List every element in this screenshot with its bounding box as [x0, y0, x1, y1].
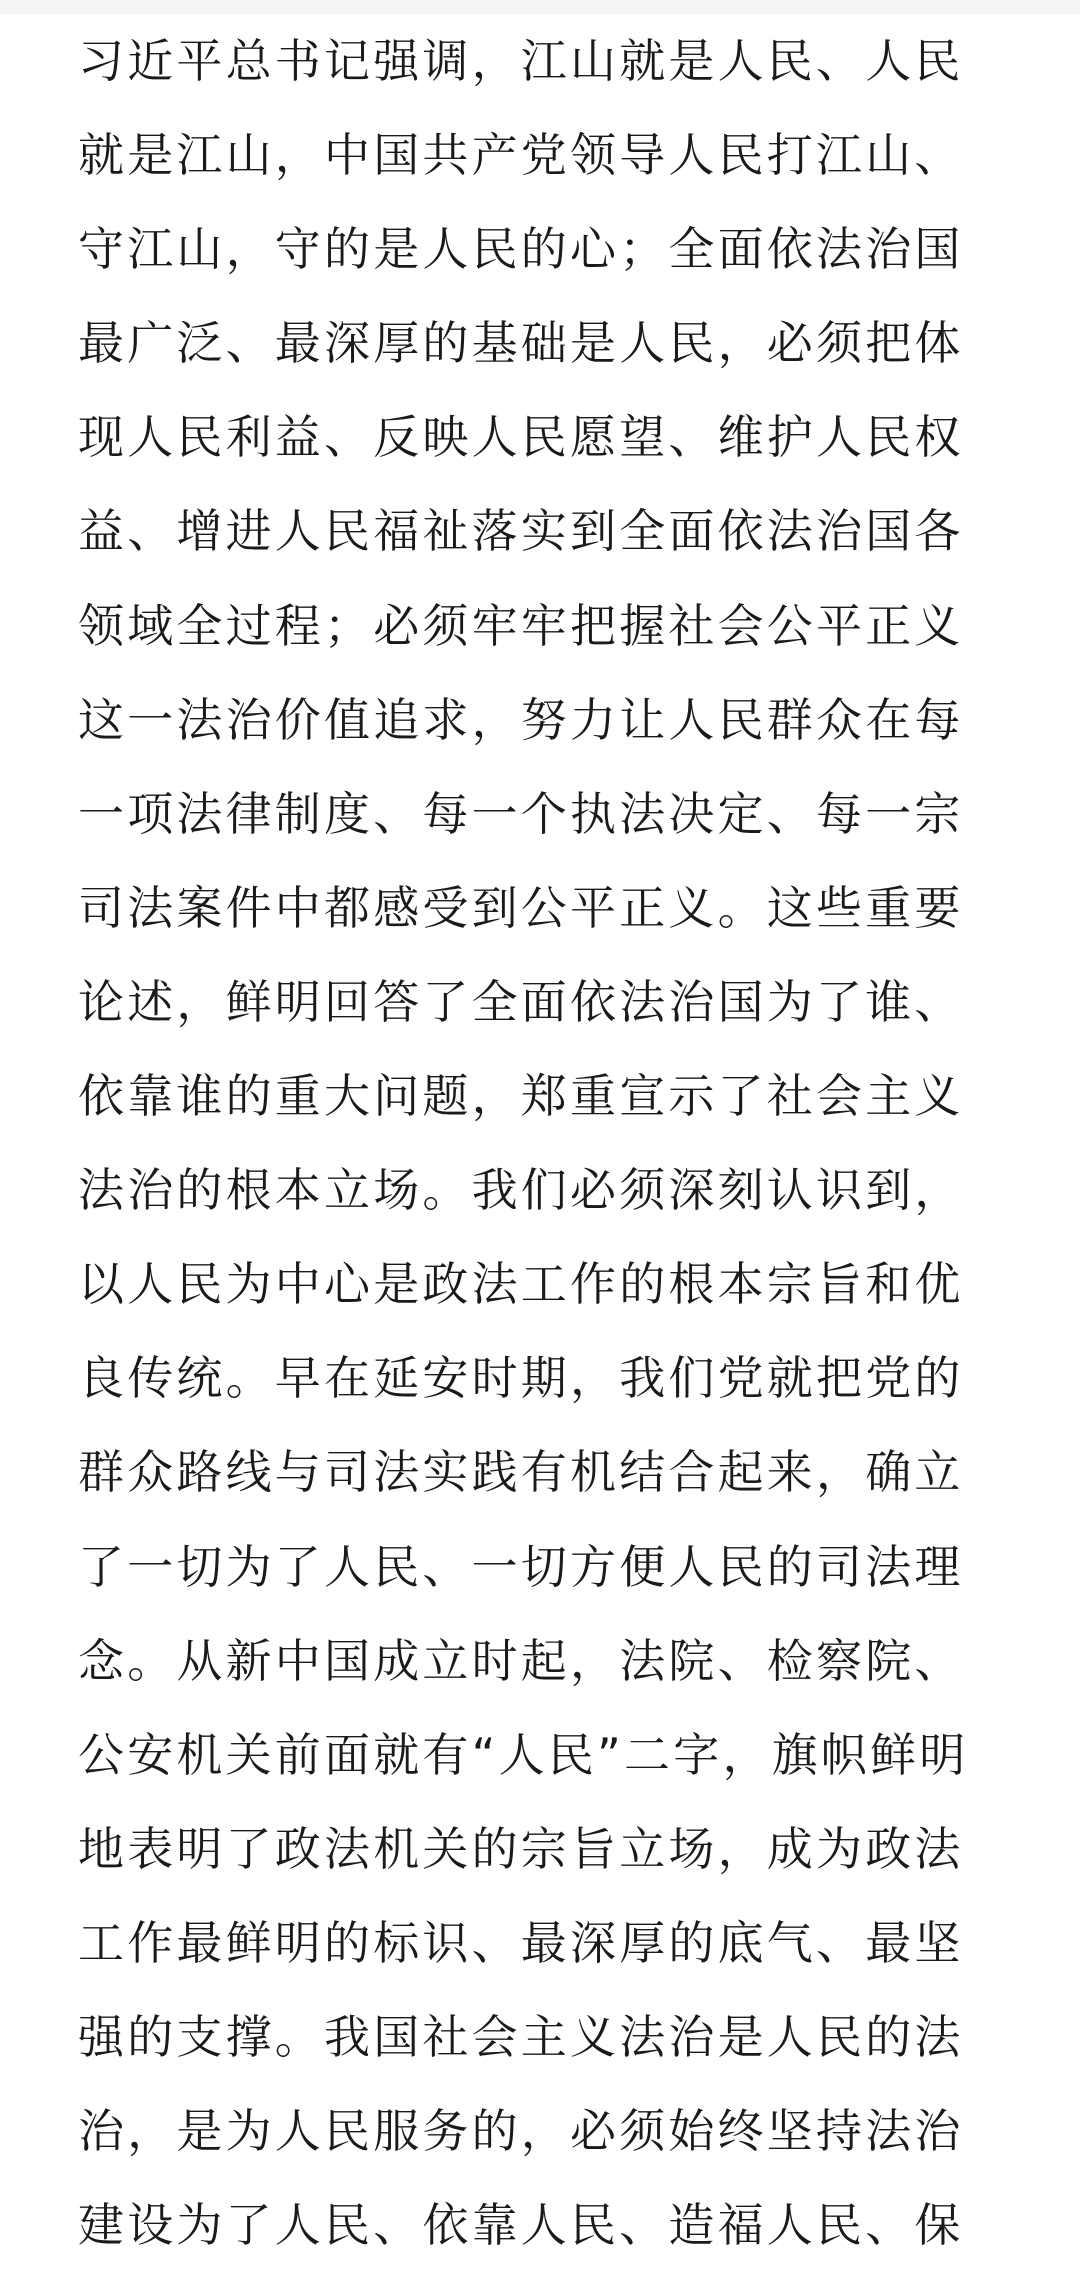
- article-line: 就是江山，中国共产党领导人民打江山、: [78, 128, 964, 183]
- article-line: 司法案件中都感受到公平正义。这些重要: [78, 880, 964, 935]
- article-line: 建设为了人民、依靠人民、造福人民、保: [78, 2198, 964, 2253]
- article-line: 一项法律制度、每一个执法决定、每一宗: [78, 786, 964, 841]
- article-line: 群众路线与司法实践有机结合起来，确立: [78, 1445, 964, 1500]
- article-line: 治，是为人民服务的，必须始终坚持法治: [78, 2104, 964, 2159]
- article-line: 现人民利益、反映人民愿望、维护人民权: [78, 410, 964, 465]
- article-line: 依靠谁的重大问题，郑重宣示了社会主义: [78, 1069, 964, 1124]
- article-line: 益、增进人民福祉落实到全面依法治国各: [78, 504, 964, 559]
- article-line: 良传统。早在延安时期，我们党就把党的: [78, 1351, 964, 1406]
- article-line: 最广泛、最深厚的基础是人民，必须把体: [78, 316, 964, 371]
- article-line: 念。从新中国成立时起，法院、检察院、: [78, 1633, 964, 1688]
- article-line: 守江山，守的是人民的心；全面依法治国: [78, 222, 964, 277]
- article-line: 公安机关前面就有“人民”二字，旗帜鲜明: [78, 1727, 969, 1782]
- article-line: 这一法治价值追求，努力让人民群众在每: [78, 692, 964, 747]
- article-line: 工作最鲜明的标识、最深厚的底气、最坚: [78, 1915, 964, 1970]
- article-body: [78, 14, 1018, 2272]
- article-line: 法治的根本立场。我们必须深刻认识到，: [78, 1163, 964, 1218]
- article-line: 领域全过程；必须牢牢把握社会公平正义: [78, 598, 964, 653]
- article-line: 论述，鲜明回答了全面依法治国为了谁、: [78, 974, 964, 1029]
- top-edge-bar: [0, 0, 1080, 14]
- article-line: 以人民为中心是政法工作的根本宗旨和优: [78, 1257, 964, 1312]
- article-line: 地表明了政法机关的宗旨立场，成为政法: [78, 1821, 964, 1876]
- article-line: 强的支撑。我国社会主义法治是人民的法: [78, 2009, 964, 2064]
- article-line: 了一切为了人民、一切方便人民的司法理: [78, 1539, 964, 1594]
- article-line: 习近平总书记强调，江山就是人民、人民: [78, 34, 964, 88]
